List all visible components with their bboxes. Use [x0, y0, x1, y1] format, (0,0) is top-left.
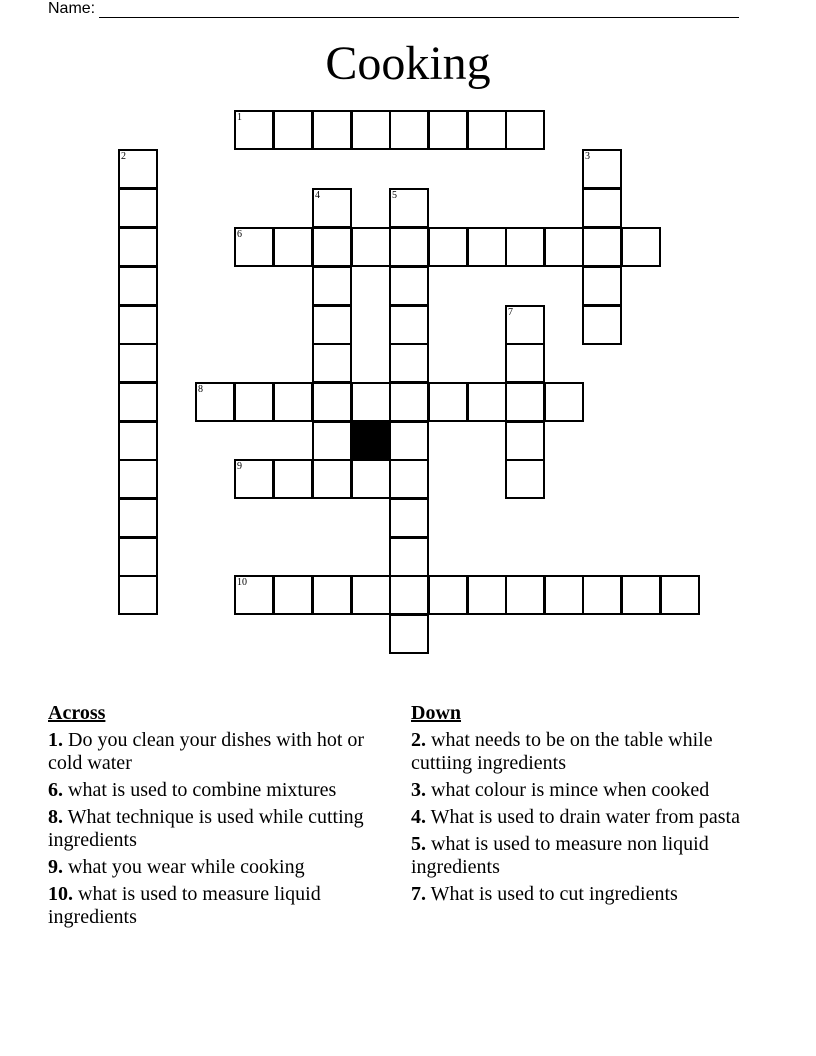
grid-cell[interactable]: [621, 227, 661, 267]
across-clue: [48, 883, 388, 929]
clue-number: 10.: [48, 883, 73, 905]
grid-cell[interactable]: [118, 266, 158, 306]
grid-cell[interactable]: [118, 227, 158, 267]
grid-cell[interactable]: [312, 227, 352, 267]
clue-number-6: 6: [237, 229, 242, 240]
grid-cell[interactable]: [118, 498, 158, 538]
across-clue: [48, 779, 388, 802]
down-clue: [411, 729, 751, 775]
grid-cell[interactable]: [312, 305, 352, 345]
grid-cell[interactable]: [505, 382, 545, 422]
grid-cell[interactable]: [312, 459, 352, 499]
clue-text: What technique is used while cutting ingredients: [48, 806, 364, 851]
grid-cell[interactable]: [582, 575, 622, 615]
grid-cell[interactable]: [467, 110, 507, 150]
grid-cell[interactable]: [118, 188, 158, 228]
clue-text: what is used to measure liquid ingredients: [48, 883, 321, 928]
down-heading: Down: [411, 702, 462, 724]
clue-number-10: 10: [237, 577, 247, 588]
grid-cell[interactable]: [389, 227, 429, 267]
grid-cell[interactable]: [118, 575, 158, 615]
grid-cell[interactable]: [118, 382, 158, 422]
grid-cell[interactable]: [273, 110, 313, 150]
grid-cell[interactable]: [389, 614, 429, 654]
clue-text: what is used to measure non liquid ingredients: [411, 833, 709, 878]
clue-number: 1.: [48, 729, 63, 751]
grid-cell[interactable]: [582, 188, 622, 228]
clue-number: 4.: [411, 806, 426, 828]
grid-cell[interactable]: [351, 575, 391, 615]
grid-cell[interactable]: [118, 305, 158, 345]
grid-cell[interactable]: [544, 382, 584, 422]
grid-cell[interactable]: [582, 266, 622, 306]
down-clue: [411, 833, 751, 879]
grid-cell[interactable]: [234, 382, 274, 422]
clue-text: what needs to be on the table while cuttiing ingredients: [411, 729, 713, 774]
grid-cell[interactable]: [467, 575, 507, 615]
puzzle-title: Cooking: [325, 37, 491, 90]
grid-cell[interactable]: [389, 537, 429, 577]
clue-number: 9.: [48, 856, 63, 878]
blocked-cell: [351, 421, 391, 461]
grid-cell[interactable]: [621, 575, 661, 615]
grid-cell[interactable]: [312, 343, 352, 383]
grid-cell[interactable]: [389, 498, 429, 538]
down-clue: [411, 779, 751, 802]
grid-cell[interactable]: [389, 459, 429, 499]
clue-text: Do you clean your dishes with hot or cold water: [48, 729, 365, 774]
clue-text: What is used to cut ingredients: [426, 883, 678, 905]
grid-cell[interactable]: [118, 537, 158, 577]
grid-cell[interactable]: [582, 227, 622, 267]
grid-cell[interactable]: [428, 382, 468, 422]
grid-cell[interactable]: [389, 421, 429, 461]
grid-cell[interactable]: [389, 382, 429, 422]
grid-cell[interactable]: [660, 575, 700, 615]
down-clues: [411, 702, 751, 910]
grid-cell[interactable]: [467, 227, 507, 267]
across-clues: [48, 702, 388, 933]
grid-cell[interactable]: [273, 575, 313, 615]
grid-cell[interactable]: [312, 421, 352, 461]
across-clue: [48, 806, 388, 852]
grid-cell[interactable]: [312, 110, 352, 150]
grid-cell[interactable]: [273, 382, 313, 422]
grid-cell[interactable]: [351, 110, 391, 150]
grid-cell[interactable]: [544, 227, 584, 267]
grid-cell[interactable]: [505, 459, 545, 499]
grid-cell[interactable]: [505, 343, 545, 383]
clue-text: what you wear while cooking: [63, 856, 305, 878]
grid-cell[interactable]: [273, 227, 313, 267]
grid-cell[interactable]: [544, 575, 584, 615]
grid-cell[interactable]: [389, 266, 429, 306]
clue-text: What is used to drain water from pasta: [426, 806, 740, 828]
grid-cell[interactable]: [428, 575, 468, 615]
grid-cell[interactable]: [505, 227, 545, 267]
clue-number-8: 8: [198, 384, 203, 395]
grid-cell[interactable]: [505, 110, 545, 150]
clue-number-1: 1: [237, 112, 242, 123]
clue-number-2: 2: [121, 151, 126, 162]
grid-cell[interactable]: [351, 227, 391, 267]
grid-cell[interactable]: [351, 459, 391, 499]
grid-cell[interactable]: [428, 110, 468, 150]
down-clue-list: [411, 729, 751, 906]
grid-cell[interactable]: [389, 305, 429, 345]
grid-cell[interactable]: [389, 575, 429, 615]
grid-cell[interactable]: [428, 227, 468, 267]
clue-number-5: 5: [392, 190, 397, 201]
across-clue-list: [48, 729, 388, 929]
grid-cell[interactable]: [389, 110, 429, 150]
grid-cell[interactable]: [312, 266, 352, 306]
grid-cell[interactable]: [505, 575, 545, 615]
grid-cell[interactable]: [118, 459, 158, 499]
grid-cell[interactable]: [389, 343, 429, 383]
down-clue: [411, 883, 751, 906]
grid-cell[interactable]: [312, 382, 352, 422]
clue-number: 8.: [48, 806, 63, 828]
name-label: Name:: [48, 0, 96, 17]
clue-number: 2.: [411, 729, 426, 751]
across-heading: Across: [48, 702, 106, 724]
grid-cell[interactable]: [312, 575, 352, 615]
clue-text: what is used to combine mixtures: [63, 779, 337, 801]
grid-cell[interactable]: [505, 421, 545, 461]
clue-number: 6.: [48, 779, 63, 801]
clue-number: 3.: [411, 779, 426, 801]
clue-number-3: 3: [585, 151, 590, 162]
clue-number-9: 9: [237, 461, 242, 472]
clue-number-4: 4: [315, 190, 320, 201]
grid-cell[interactable]: [118, 343, 158, 383]
grid-cell[interactable]: [351, 382, 391, 422]
grid-cell[interactable]: [273, 459, 313, 499]
grid-cell[interactable]: [118, 421, 158, 461]
grid-cell[interactable]: [582, 305, 622, 345]
across-clue: [48, 729, 388, 775]
clue-number: 5.: [411, 833, 426, 855]
clue-number: 7.: [411, 883, 426, 905]
clue-number-7: 7: [508, 307, 513, 318]
clue-text: what colour is mince when cooked: [426, 779, 710, 801]
across-clue: [48, 856, 388, 879]
down-clue: [411, 806, 751, 829]
grid-cell[interactable]: [467, 382, 507, 422]
